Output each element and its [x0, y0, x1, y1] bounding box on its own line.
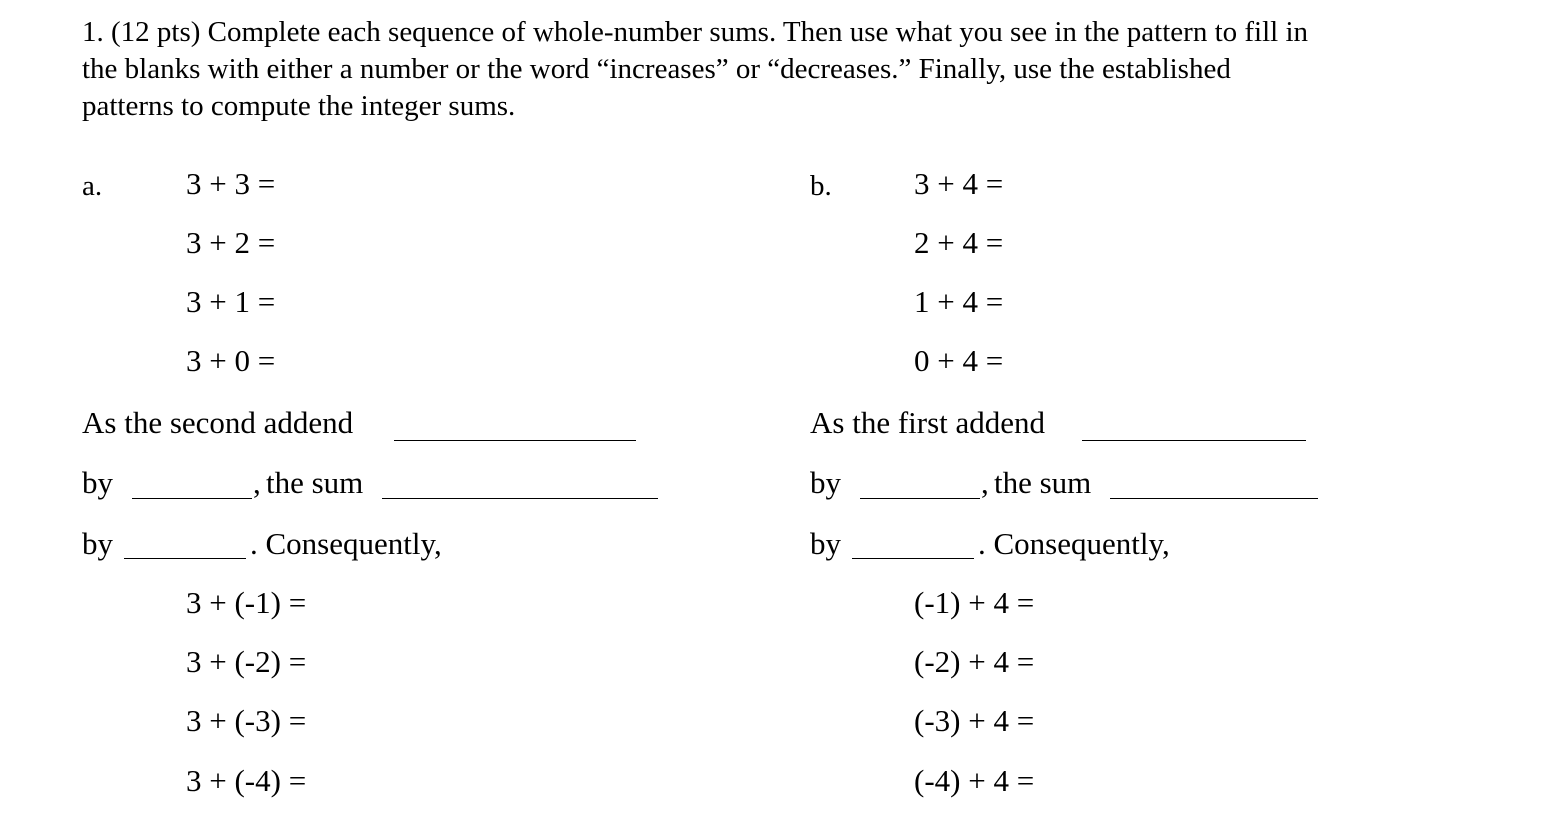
part-a-by-2: by: [82, 526, 113, 561]
part-b-integer-sum-4: (-4) + 4 =: [914, 763, 1035, 798]
part-a-by-1: by: [82, 465, 113, 500]
part-b-integer-sum-1: (-1) + 4 =: [914, 585, 1035, 620]
part-a-blank-sum-amount[interactable]: [124, 558, 246, 559]
instruction-line-3: patterns to compute the integer sums.: [82, 90, 516, 122]
part-a-integer-sum-1: 3 + (-1) =: [186, 585, 307, 620]
part-b-consequently: . Consequently,: [978, 526, 1170, 561]
part-b-blank-sum-amount[interactable]: [852, 558, 974, 559]
part-b-integer-sum-3: (-3) + 4 =: [914, 703, 1035, 738]
part-b-blank-sum-change[interactable]: [1110, 498, 1318, 499]
part-b-sum-1: 3 + 4 =: [914, 166, 1004, 201]
instruction-line-1: 1. (12 pts) Complete each sequence of whole-number sums. Then use what you see in the pattern to fill in: [82, 16, 1309, 48]
part-a-blank-addend-amount[interactable]: [132, 498, 252, 499]
part-a-the-sum: the sum: [266, 465, 364, 500]
part-a-sum-2: 3 + 2 =: [186, 225, 276, 260]
part-b-integer-sum-2: (-2) + 4 =: [914, 644, 1035, 679]
part-a-integer-sum-4: 3 + (-4) =: [186, 763, 307, 798]
part-a-integer-sum-2: 3 + (-2) =: [186, 644, 307, 679]
part-a-label: a.: [82, 170, 103, 202]
part-a-blank-sum-change[interactable]: [382, 498, 658, 499]
part-b-blank-addend-amount[interactable]: [860, 498, 980, 499]
part-a-sum-4: 3 + 0 =: [186, 343, 276, 378]
part-a-comma: ,: [253, 465, 261, 500]
part-b-by-1: by: [810, 465, 841, 500]
part-a-sum-1: 3 + 3 =: [186, 166, 276, 201]
problem-instructions: [82, 14, 1502, 125]
part-a-sum-3: 3 + 1 =: [186, 284, 276, 319]
part-b-comma: ,: [981, 465, 989, 500]
part-a-blank-addend-change[interactable]: [394, 440, 636, 441]
part-b-sentence-start: As the first addend: [810, 405, 1046, 440]
part-b-sum-4: 0 + 4 =: [914, 343, 1004, 378]
part-b-sum-3: 1 + 4 =: [914, 284, 1004, 319]
part-a-sentence-start: As the second addend: [82, 405, 354, 440]
part-b-blank-addend-change[interactable]: [1082, 440, 1306, 441]
part-b-sum-2: 2 + 4 =: [914, 225, 1004, 260]
instruction-line-2: the blanks with either a number or the word “increases” or “decreases.” Finally, use the established: [82, 53, 1231, 85]
part-a-consequently: . Consequently,: [250, 526, 442, 561]
part-b-by-2: by: [810, 526, 841, 561]
part-b-the-sum: the sum: [994, 465, 1092, 500]
part-b-label: b.: [810, 170, 832, 202]
part-a-integer-sum-3: 3 + (-3) =: [186, 703, 307, 738]
